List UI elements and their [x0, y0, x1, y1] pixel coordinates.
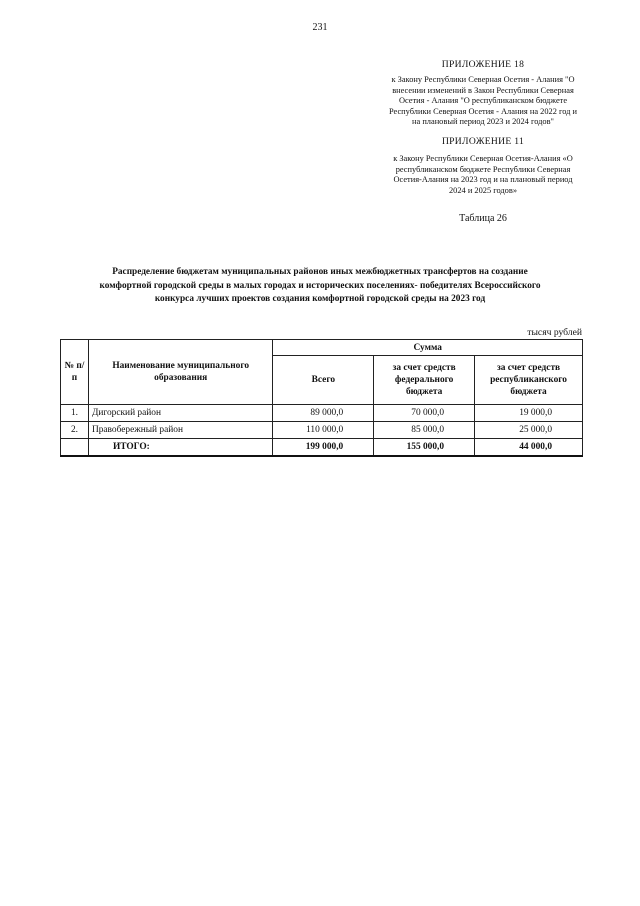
appendix-18-line: на плановый период 2023 и 2024 годов" — [412, 117, 554, 127]
column-header-total: Всего — [273, 356, 374, 405]
row-total: 89 000,0 — [273, 405, 374, 422]
row-name: Правобережный район — [88, 422, 273, 439]
budget-table — [60, 339, 583, 457]
column-header-sum: Сумма — [273, 340, 583, 356]
table-reference: Таблица 26 — [459, 213, 507, 224]
column-header-name: Наименование муниципального образования — [88, 340, 273, 405]
column-header-number: № п/п — [61, 340, 89, 405]
table-row — [61, 405, 583, 422]
appendix-18-heading: ПРИЛОЖЕНИЕ 18 — [441, 59, 525, 70]
row-number: 2. — [61, 422, 89, 439]
row-federal: 70 000,0 — [374, 405, 475, 422]
appendix-11-heading: ПРИЛОЖЕНИЕ 11 — [441, 136, 525, 147]
total-federal: 155 000,0 — [374, 439, 475, 457]
total-row — [61, 439, 583, 457]
total-sum: 199 000,0 — [273, 439, 374, 457]
appendix-18-line: к Закону Республики Северная Осетия - Алания "О — [391, 75, 575, 85]
appendix-18-line: Республики Северная Осетия - Алания на 2022 год и — [388, 106, 578, 116]
column-header-republic: за счет средств республиканского бюджета — [475, 356, 583, 405]
row-name: Дигорский район — [88, 405, 273, 422]
appendix-18-line: внесении изменений в Закон Республики Северная — [392, 85, 574, 95]
table-row — [61, 422, 583, 439]
total-label: ИТОГО: — [88, 439, 273, 457]
row-republic: 19 000,0 — [475, 405, 583, 422]
row-total: 110 000,0 — [273, 422, 374, 439]
appendix-11-line: к Закону Республики Северная Осетия-Алания «О — [393, 154, 573, 164]
page-number: 231 — [312, 22, 328, 33]
row-federal: 85 000,0 — [374, 422, 475, 439]
appendix-11-line: Осетия-Алания на 2023 год и на плановый период — [393, 175, 573, 185]
title-line: комфортной городской среды в малых городах и исторических поселениях- победителях Всероссийского — [99, 280, 541, 291]
column-header-federal: за счет средств федерального бюджета — [374, 356, 475, 405]
appendix-11-block — [372, 137, 594, 196]
appendix-11-line: республиканском бюджете Республики Северная — [395, 164, 571, 174]
row-number: 1. — [61, 405, 89, 422]
appendix-18-block — [372, 60, 594, 127]
units-label: тысяч рублей — [527, 327, 582, 338]
appendix-18-line: Осетия - Алания "О республиканском бюджете — [398, 96, 568, 106]
total-republic: 44 000,0 — [475, 439, 583, 457]
row-republic: 25 000,0 — [475, 422, 583, 439]
title-line: конкурса лучших проектов создания комфортной городской среды на 2023 год — [154, 294, 486, 304]
total-row-number-cell — [61, 439, 89, 457]
appendix-11-line: 2024 и 2025 годов» — [448, 185, 518, 195]
document-title — [60, 266, 580, 307]
title-line: Распределение бюджетам муниципальных районов иных межбюджетных трансфертов на создание — [112, 267, 528, 277]
